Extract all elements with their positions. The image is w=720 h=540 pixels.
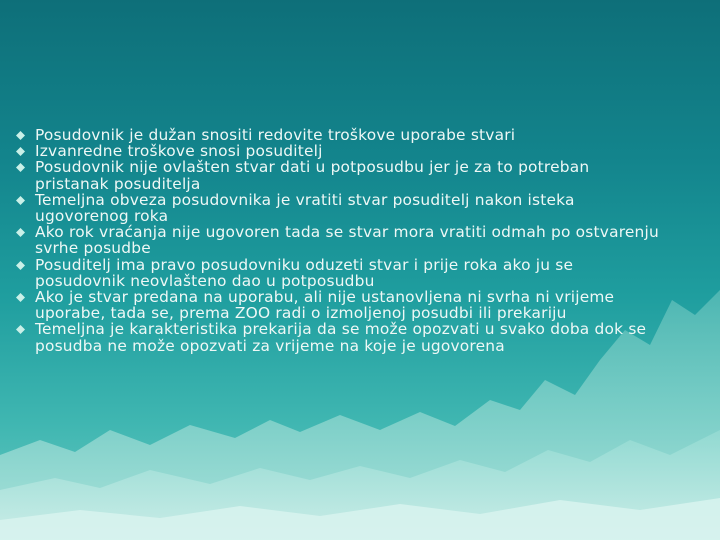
bullet-text: Temeljna je karakteristika prekarija da se može opozvati u svako doba dok se posudba ne može opozvati za vrijeme na koje je ugovorena (35, 320, 647, 355)
bullet-item (22, 289, 662, 321)
bullet-text: Posudovnik nije ovlašten stvar dati u potposudbu jer je za to potreban pristanak posuditelja (35, 158, 590, 193)
bullet-item (22, 321, 662, 353)
bullet-text: Posudovnik je dužan snositi redovite troškove uporabe stvari (35, 126, 516, 144)
bullet-text: Ako rok vraćanja nije ugovoren tada se stvar mora vratiti odmah po ostvarenju svrhe posudbe (35, 223, 659, 258)
bullet-text: Izvanredne troškove snosi posuditelj (35, 142, 323, 161)
diamond-bullet-icon (16, 228, 25, 237)
bullet-text: Posuditelj ima pravo posudovniku oduzeti stvar i prije roka ako ju se posudovnik neovlašteno dao u potposudbu (35, 255, 574, 290)
bullet-item (22, 159, 662, 191)
diamond-bullet-icon (16, 261, 25, 270)
diamond-bullet-icon (16, 293, 25, 302)
bullet-item (22, 143, 662, 159)
bullet-item (22, 224, 662, 256)
bullet-item (22, 257, 662, 289)
diamond-bullet-icon (16, 163, 25, 172)
diamond-bullet-icon (16, 196, 25, 205)
bullet-text: Ako je stvar predana na uporabu, ali nije ustanovljena ni svrha ni vrijeme uporabe, tada se, prema ZOO radi o izmoljenoj posudbi ili prekariju (35, 288, 615, 323)
diamond-bullet-icon (16, 131, 25, 140)
diamond-bullet-icon (16, 325, 25, 334)
bullet-item (22, 127, 662, 143)
bullet-item (22, 192, 662, 224)
diamond-bullet-icon (16, 147, 25, 156)
bullet-text: Temeljna obveza posudovnika je vratiti stvar posuditelj nakon isteka ugovorenog roka (35, 190, 575, 226)
bullet-list (22, 127, 662, 354)
